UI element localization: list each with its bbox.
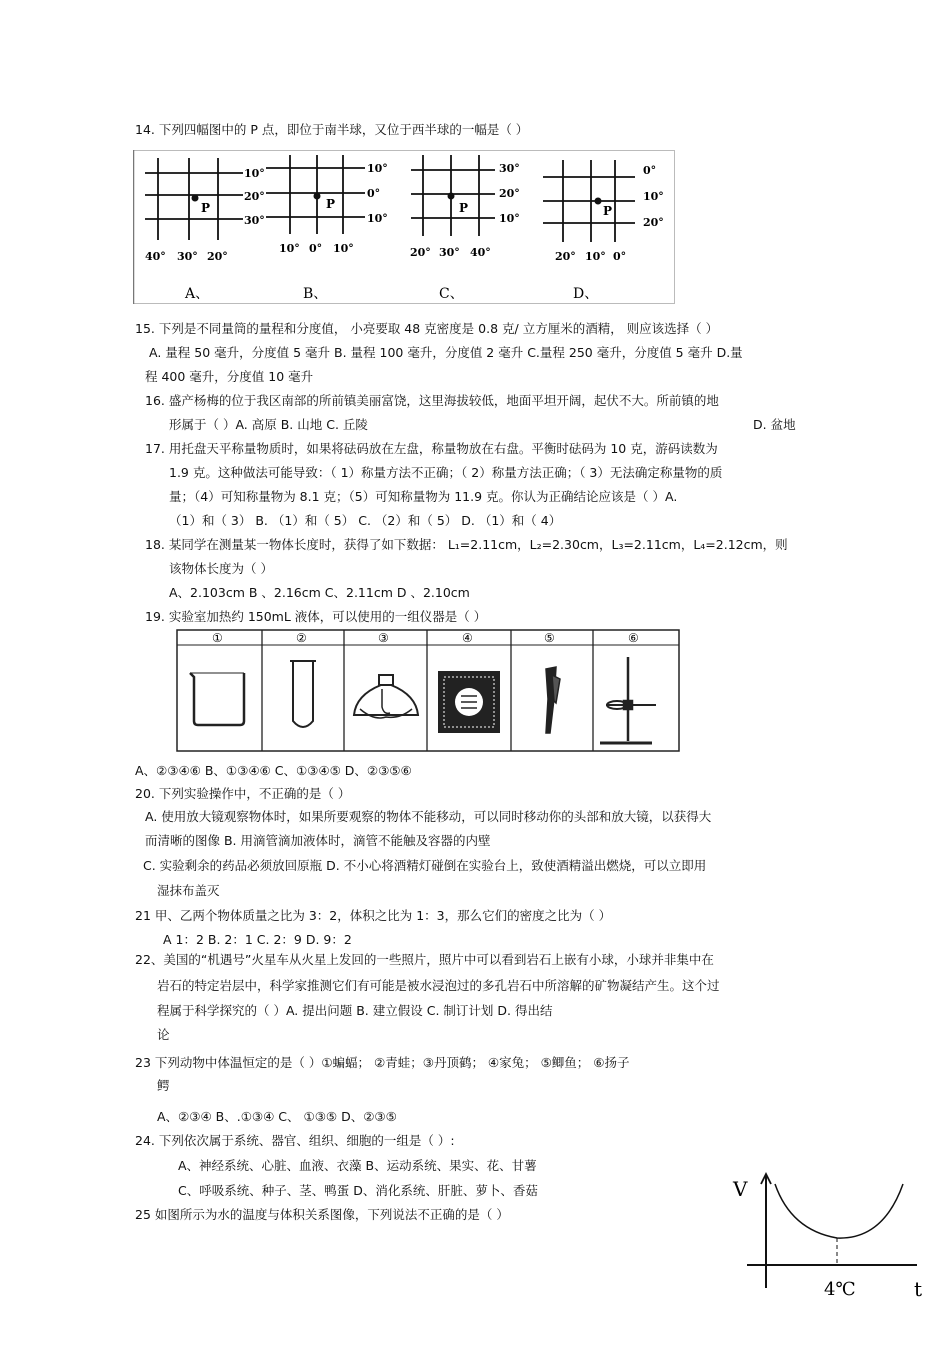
q25-axes xyxy=(747,1174,917,1288)
q14-c-lon-1: 20° xyxy=(410,246,431,259)
q14-c-lat-2: 20° xyxy=(499,187,520,200)
q20-line-1: 20. 下列实验操作中，不正确的是（ ） xyxy=(135,786,351,801)
q19-label-2: ② xyxy=(296,631,307,645)
q14-a-lat-1: 10° xyxy=(244,167,265,180)
q25-stem: 25 如图所示为水的温度与体积关系图像，下列说法不正确的是（ ） xyxy=(135,1207,509,1222)
q17-line-1: 17. 用托盘天平称量物质时，如果将砝码放在左盘，称量物放在右盘。平衡时砝码为 10 克，游码读数为 xyxy=(145,441,718,456)
q14-p-label-c: P xyxy=(459,201,469,215)
q14-p-label-d: P xyxy=(603,204,613,218)
q14-b-lon-3: 10° xyxy=(333,242,354,255)
q23-line-2: 鳄 xyxy=(157,1078,170,1093)
q14-c-letter: C、 xyxy=(439,286,464,302)
q21-line-1: 21 甲、乙两个物体质量之比为 3：2，体积之比为 1：3，那么它们的密度之比为（ ） xyxy=(135,908,612,923)
q14-a-lon-2: 30° xyxy=(177,250,198,263)
q16-line-2: 形属于（ ）A. 高原 B. 山地 C. 丘陵 xyxy=(169,417,368,432)
q14-b-lat-1: 10° xyxy=(367,162,388,175)
q22-line-3: 程属于科学探究的（ ）A. 提出问题 B. 建立假设 C. 制订计划 D. 得出结 xyxy=(157,1003,553,1018)
q14-a-letter: A、 xyxy=(185,286,210,302)
q25-graph xyxy=(725,1168,940,1312)
q14-a-lat-2: 20° xyxy=(244,190,265,203)
q19-label-3: ③ xyxy=(378,631,389,645)
q14-c-lat-3: 10° xyxy=(499,212,520,225)
q14-b-lat-2: 0° xyxy=(367,187,381,200)
q24-line-1: 24. 下列依次属于系统、器官、组织、细胞的一组是（ ）: xyxy=(135,1133,455,1148)
q14-d-lon-1: 20° xyxy=(555,250,576,263)
q19-label-6: ⑥ xyxy=(628,631,639,645)
q14-d-lat-2: 10° xyxy=(643,190,664,203)
q20-line-2: A. 使用放大镜观察物体时，如果所要观察的物体不能移动，可以同时移动你的头部和放大镜，以获得大 xyxy=(145,809,712,824)
q20-line-4: C. 实验剩余的药品必须放回原瓶 D. 不小心将酒精灯碰倒在实验台上，致使酒精溢出燃烧，可以立即用 xyxy=(143,858,707,873)
q24-line-3: C、呼吸系统、种子、茎、鸭蛋 D、消化系统、肝脏、萝卜、香菇 xyxy=(178,1183,538,1198)
q18-options: A、2.103cm B 、2.16cm C、2.11cm D 、2.10cm xyxy=(169,585,470,600)
q14-p-label-a: P xyxy=(201,201,211,215)
q24-line-2: A、神经系统、心脏、血液、衣藻 B、运动系统、果实、花、甘薯 xyxy=(178,1158,537,1173)
q22-line-2: 岩石的特定岩层中，科学家推测它们有可能是被水浸泡过的多孔岩石中所溶解的矿物凝结产生。这个过 xyxy=(157,978,720,993)
q23-line-1: 23 下列动物中体温恒定的是（ ）①蝙蝠； ②青蛙；③丹顶鹤； ④家兔； ⑤鲫鱼； ⑥扬子 xyxy=(135,1055,630,1070)
q25-y-label: V xyxy=(733,1177,748,1201)
q17-line-4: （1）和（ 3） B. （1）和（ 5） C. （2）和（ 5） D. （1）和（ 4） xyxy=(169,513,562,528)
q14-d-lat-3: 20° xyxy=(643,216,664,229)
q14-d-lat-1: 0° xyxy=(643,164,657,177)
q14-b-letter: B、 xyxy=(303,286,328,302)
q25-min-label: 4℃ xyxy=(824,1279,856,1300)
q14-figure xyxy=(133,150,675,308)
q14-d-letter: D、 xyxy=(573,286,599,302)
q17-line-3: 量；（4）可知称量物为 8.1 克；（5）可知称量物为 11.9 克。你认为正确结论应该是（ ）A. xyxy=(169,489,678,504)
q14-stem: 14. 下列四幅图中的 P 点，即位于南半球，又位于西半球的一幅是（ ） xyxy=(135,122,529,137)
q14-d-lon-3: 0° xyxy=(613,250,627,263)
q14-a-lon-3: 20° xyxy=(207,250,228,263)
q25-curve xyxy=(775,1184,903,1238)
q22-line-4: 论 xyxy=(157,1027,170,1042)
q22-line-1: 22、美国的“机遇号”火星车从火星上发回的一些照片，照片中可以看到岩石上嵌有小球，小球并非集中在 xyxy=(135,952,714,967)
wire-gauze-icon xyxy=(438,671,500,733)
q14-c-lat-1: 30° xyxy=(499,162,520,175)
q19-label-4: ④ xyxy=(462,631,473,645)
q25-x-label: t xyxy=(914,1277,923,1301)
q18-line-2: 该物体长度为（ ） xyxy=(169,561,273,576)
q14-c-lon-2: 30° xyxy=(439,246,460,259)
q14-point-b xyxy=(314,193,321,200)
q14-d-lon-2: 10° xyxy=(585,250,606,263)
q19-apparatus-figure xyxy=(176,629,680,756)
q14-c-lon-3: 40° xyxy=(470,246,491,259)
q14-b-lat-3: 10° xyxy=(367,212,388,225)
q14-b-lon-2: 0° xyxy=(309,242,323,255)
q15-line-1: 15. 下列是不同量筒的量程和分度值， 小亮要取 48 克密度是 0.8 克/ 立方厘米的酒精， 则应该选择（ ） xyxy=(135,321,719,336)
q16-line-1: 16. 盛产杨梅的位于我区南部的所前镇美丽富饶，这里海拔较低，地面平坦开阔，起伏不大。所前镇的地 xyxy=(145,393,719,408)
q14-point-d xyxy=(595,198,602,205)
q20-line-3: 而清晰的图像 B. 用滴管滴加液体时，滴管不能触及容器的内壁 xyxy=(145,833,491,848)
q14-b-lon-1: 10° xyxy=(279,242,300,255)
q14-a-lat-3: 30° xyxy=(244,214,265,227)
q14-p-label-b: P xyxy=(326,197,336,211)
q19-label-1: ① xyxy=(212,631,223,645)
q20-line-5: 湿抹布盖灭 xyxy=(157,883,220,898)
q15-line-3: 程 400 毫升，分度值 10 毫升 xyxy=(145,369,314,384)
q16-option-d: D. 盆地 xyxy=(753,417,796,432)
q17-line-2: 1.9 克。这种做法可能导致：（ 1）称量方法不正确；（ 2）称量方法正确；（ 3）无法确定称量物的质 xyxy=(169,465,723,480)
q14-point-a xyxy=(192,195,199,202)
q23-options: A、②③④ B、.①③④ C、 ①③⑤ D、②③⑤ xyxy=(157,1109,397,1124)
q15-line-2: A. 量程 50 毫升，分度值 5 毫升 B. 量程 100 毫升，分度值 2 毫升 C.量程 250 毫升，分度值 5 毫升 D.量 xyxy=(149,345,743,360)
q14-a-lon-1: 40° xyxy=(145,250,166,263)
q14-point-c xyxy=(448,193,455,200)
q19-stem: 19. 实验室加热约 150mL 液体，可以使用的一组仪器是（ ） xyxy=(145,609,487,624)
q19-label-5: ⑤ xyxy=(544,631,555,645)
q19-options: A、②③④⑥ B、①③④⑥ C、①③④⑤ D、②③⑤⑥ xyxy=(135,763,412,778)
q18-line-1: 18. 某同学在测量某一物体长度时，获得了如下数据： L₁=2.11cm，L₂=2.30cm，L₃=2.11cm，L₄=2.12cm，则 xyxy=(145,537,788,552)
q21-options: A 1：2 B. 2：1 C. 2：9 D. 9：2 xyxy=(163,932,352,947)
q14-panel-d xyxy=(543,160,635,242)
